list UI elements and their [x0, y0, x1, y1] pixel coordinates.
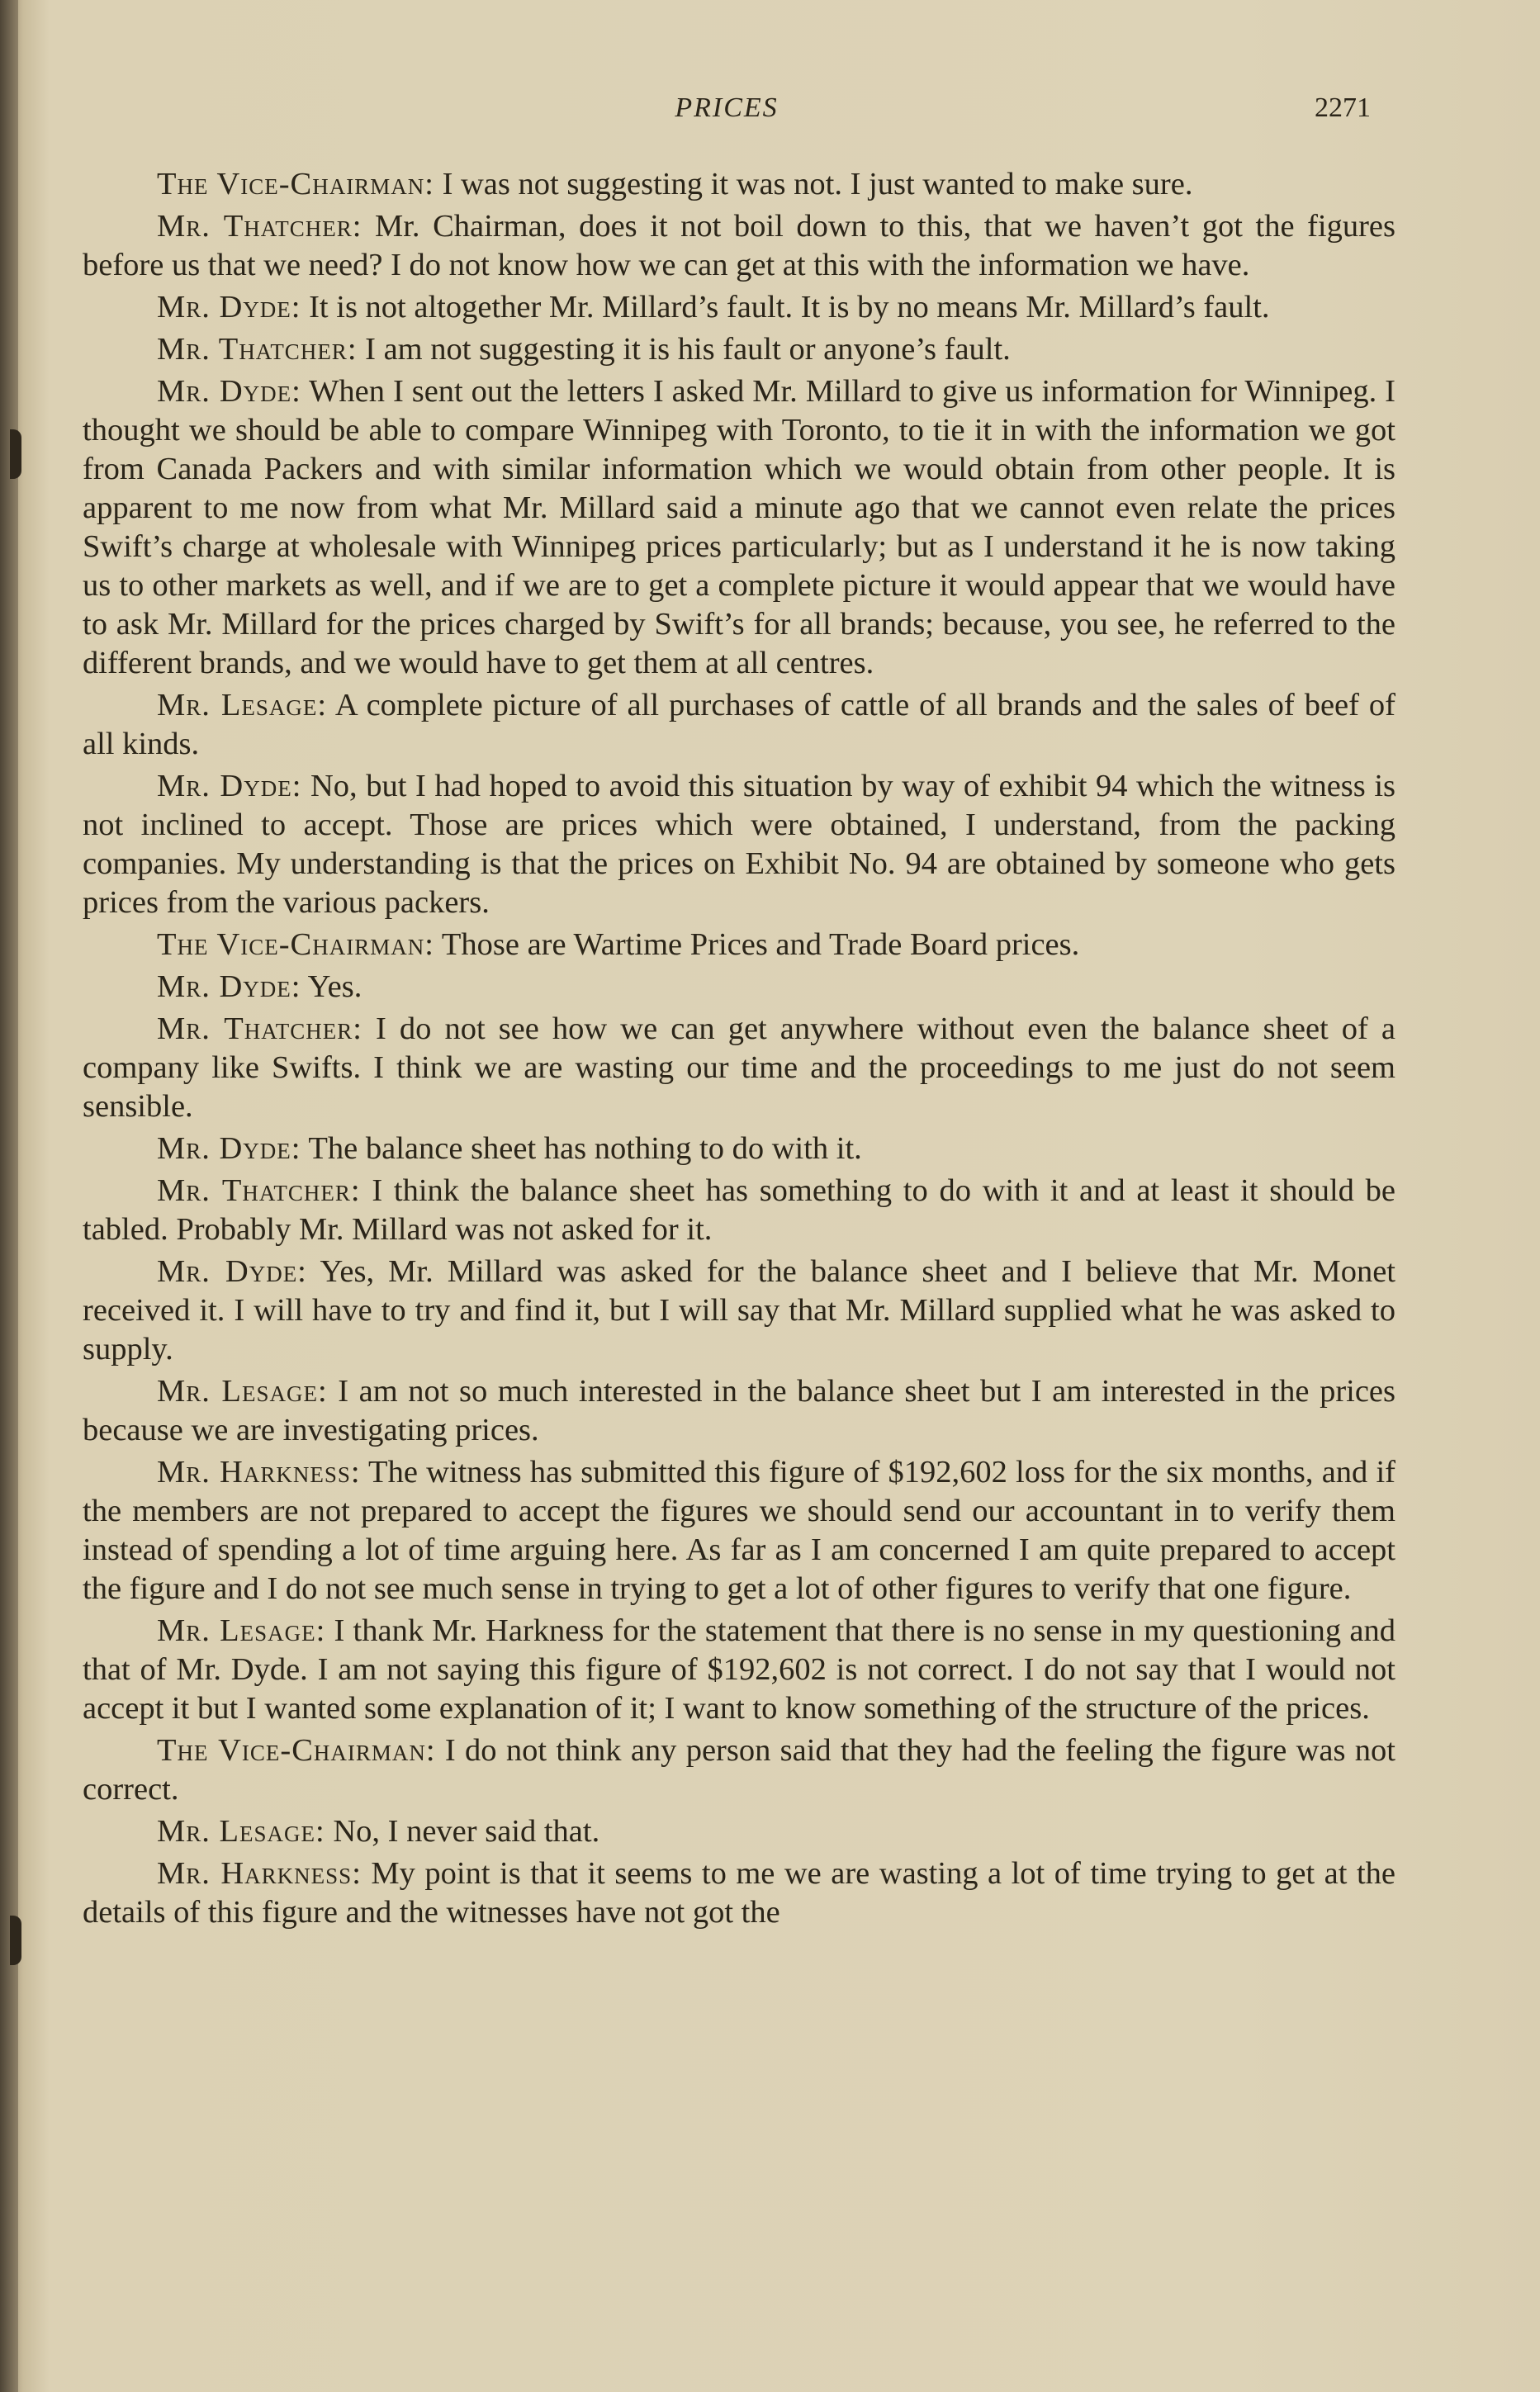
- paragraph-text: I am not so much interested in the balance sheet but I am interested in the prices because we are investigating prices.: [83, 1374, 1395, 1447]
- binding-hole: [10, 1916, 21, 1965]
- speaker-name: Mr. Harkness:: [157, 1455, 361, 1490]
- paragraph-text: Yes.: [301, 969, 362, 1004]
- transcript-paragraph: [83, 372, 1395, 683]
- paragraph-text: My point is that it seems to me we are wasting a lot of time trying to get at the details of this figure and the witnesses have not got the: [83, 1856, 1395, 1930]
- transcript-paragraph: [83, 288, 1395, 327]
- speaker-name: The Vice-Chairman:: [157, 1733, 436, 1768]
- transcript-paragraph: [83, 926, 1395, 964]
- speaker-name: Mr. Thatcher:: [157, 1011, 362, 1046]
- speaker-name: Mr. Lesage:: [157, 1814, 325, 1849]
- speaker-name: Mr. Dyde:: [157, 1131, 301, 1166]
- transcript-paragraph: [83, 1731, 1395, 1809]
- page-number: 2271: [1315, 92, 1371, 123]
- speaker-name: Mr. Dyde:: [157, 374, 301, 409]
- speaker-name: Mr. Dyde:: [157, 969, 301, 1004]
- paragraph-text: No, but I had hoped to avoid this situation by way of exhibit 94 which the witness is not inclined to accept. Those are prices which were obtained, I understand, from the packing companies. My understanding is that the prices on Exhibit No. 94 are obtained by someone who gets prices from the various packers.: [83, 769, 1396, 920]
- speaker-name: Mr. Lesage:: [157, 1613, 326, 1648]
- transcript-paragraph: [83, 968, 1395, 1007]
- speaker-name: Mr. Lesage:: [157, 688, 328, 722]
- transcript-paragraph: [83, 1854, 1395, 1932]
- page-header: [83, 92, 1371, 142]
- transcript-paragraph: [83, 165, 1395, 204]
- paragraph-text: I thank Mr. Harkness for the statement that there is no sense in my questioning and that of Mr. Dyde. I am not saying this figure of $192,602 is not correct. I do not say that I would not accept it but I wanted some explanation of it; I want to know something of the structure of the prices.: [83, 1613, 1395, 1726]
- speaker-name: Mr. Thatcher:: [157, 1173, 361, 1208]
- transcript-paragraph: [83, 1372, 1395, 1450]
- transcript-paragraph: [83, 686, 1395, 764]
- speaker-name: Mr. Thatcher:: [157, 332, 358, 367]
- running-title: PRICES: [675, 92, 779, 123]
- paragraph-text: It is not altogether Mr. Millard’s fault. It is by no means Mr. Millard’s fault.: [301, 290, 1270, 324]
- speaker-name: Mr. Dyde:: [157, 290, 301, 324]
- paragraph-text: No, I never said that.: [325, 1814, 600, 1849]
- binding-hole: [10, 429, 21, 479]
- transcript-paragraph: [83, 207, 1395, 285]
- transcript-paragraph: [83, 1253, 1395, 1369]
- paragraph-text: Those are Wartime Prices and Trade Board prices.: [434, 927, 1080, 962]
- speaker-name: Mr. Dyde:: [157, 1254, 307, 1289]
- book-spine-shadow: [0, 0, 18, 2392]
- transcript-paragraph: [83, 1812, 1395, 1851]
- paragraph-text: When I sent out the letters I asked Mr. Millard to give us information for Winnipeg. I thought we should be able to compare Winnipeg with Toronto, to tie it in with the information we got from Canada Packers and with similar information which we would obtain from other people. It is apparent to me now from what Mr. Millard said a minute ago that we cannot even relate the prices Swift’s charge at wholesale with Winnipeg prices particularly; but as I understand it he is now taking us to other markets as well, and if we are to get a complete picture it would appear that we would have to ask Mr. Millard for the prices charged by Swift’s for all brands; because, you see, he referred to the different brands, and we would have to get them at all centres.: [83, 374, 1395, 680]
- transcript-paragraph: [83, 1453, 1395, 1608]
- paragraph-text: Yes, Mr. Millard was asked for the balance sheet and I believe that Mr. Monet received it. I will have to try and find it, but I will say that Mr. Millard supplied what he was asked to supply.: [83, 1254, 1395, 1367]
- speaker-name: The Vice-Chairman:: [157, 167, 434, 201]
- transcript-paragraph: [83, 1612, 1395, 1728]
- paragraph-text: The witness has submitted this figure of $192,602 loss for the six months, and if the members are not prepared to accept the figures we should send our accountant in to verify them instead of spending a lot of time arguing here. As far as I am concerned I am quite prepared to accept the figure and I do not see much sense in trying to get a lot of other figures to verify that one figure.: [83, 1455, 1395, 1606]
- paragraph-text: I am not suggesting it is his fault or anyone’s fault.: [357, 332, 1011, 367]
- speaker-name: Mr. Dyde:: [157, 769, 302, 803]
- paragraph-text: I think the balance sheet has something to do with it and at least it should be tabled. Probably Mr. Millard was not asked for it.: [83, 1173, 1395, 1247]
- paragraph-text: I was not suggesting it was not. I just wanted to make sure.: [434, 167, 1193, 201]
- transcript-paragraph: [83, 767, 1395, 922]
- transcript-body: [83, 165, 1395, 1935]
- transcript-paragraph: [83, 1010, 1395, 1126]
- paragraph-text: I do not see how we can get anywhere without even the balance sheet of a company like Swifts. I think we are wasting our time and the proceedings to me just do not seem sensible.: [83, 1011, 1396, 1124]
- transcript-paragraph: [83, 330, 1395, 369]
- speaker-name: Mr. Thatcher:: [157, 209, 362, 244]
- speaker-name: Mr. Harkness:: [157, 1856, 362, 1891]
- transcript-paragraph: [83, 1172, 1395, 1249]
- speaker-name: The Vice-Chairman:: [157, 927, 434, 962]
- paragraph-text: I do not think any person said that they had the feeling the figure was not correct.: [83, 1733, 1396, 1807]
- paragraph-text: Mr. Chairman, does it not boil down to this, that we haven’t got the figures before us that we need? I do not know how we can get at this with the information we have.: [83, 209, 1395, 282]
- paragraph-text: A complete picture of all purchases of cattle of all brands and the sales of beef of all kinds.: [83, 688, 1395, 761]
- paragraph-text: The balance sheet has nothing to do with it.: [301, 1131, 862, 1166]
- speaker-name: Mr. Lesage:: [157, 1374, 328, 1409]
- transcript-paragraph: [83, 1130, 1395, 1168]
